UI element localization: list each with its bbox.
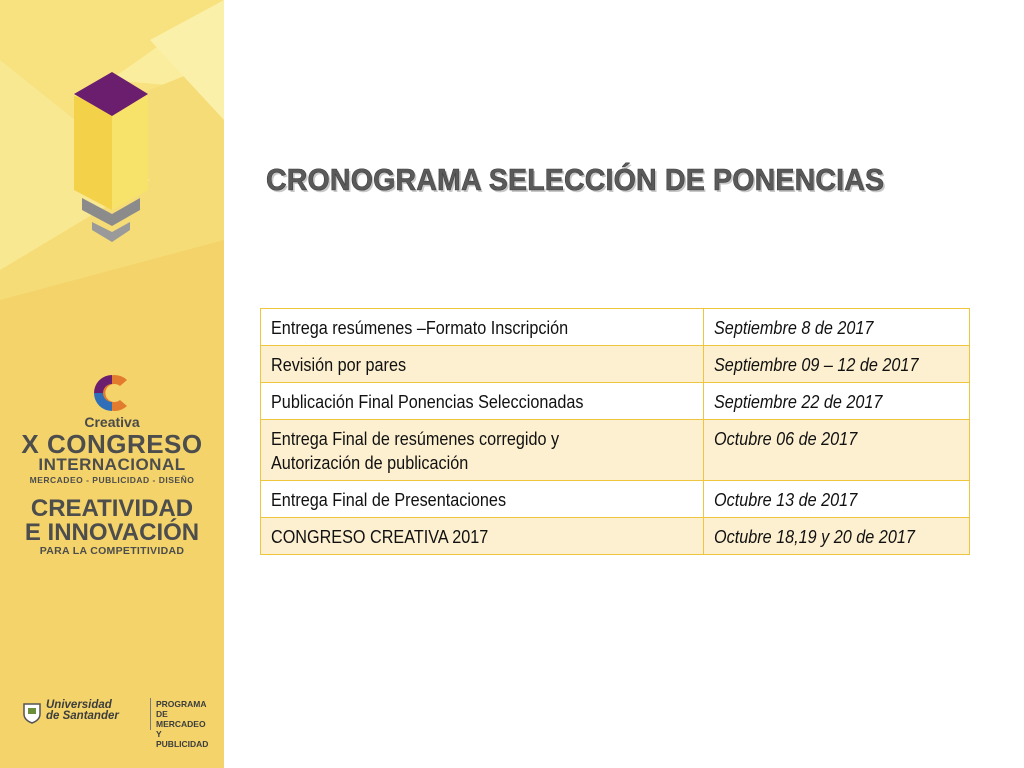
tagline-line-3: PARA LA COMPETITIVIDAD: [39, 545, 185, 557]
activity-text: Entrega Final de resúmenes corregido y: [271, 429, 560, 449]
table-row: [261, 383, 970, 420]
university-name-line-1: Universidad: [46, 699, 112, 711]
congress-logo: [0, 370, 224, 557]
date-cell: [704, 518, 970, 555]
table-row: [261, 346, 970, 383]
brand-name: Creativa: [84, 414, 140, 430]
activity-cell: [261, 481, 704, 518]
activity-cell: [261, 309, 704, 346]
page-title: CRONOGRAMA SELECCIÓN DE PONENCIAS: [266, 162, 885, 197]
activity-cell: [261, 518, 704, 555]
activity-text: Publicación Final Ponencias Seleccionadas: [271, 392, 584, 412]
activity-cell: [261, 420, 704, 481]
date-cell: [704, 420, 970, 481]
activity-cell: [261, 346, 704, 383]
date-cell: [704, 346, 970, 383]
date-text: Octubre 13 de 2017: [714, 490, 858, 510]
tagline-line-2: E INNOVACIÓN: [24, 519, 200, 546]
sidebar-band: [0, 0, 224, 768]
activity-text: Revisión por pares: [271, 355, 407, 375]
activity-text: Entrega Final de Presentaciones: [271, 490, 507, 510]
program-line-2: MERCADEO Y: [156, 719, 206, 739]
program-name: [156, 699, 212, 749]
date-cell: [704, 309, 970, 346]
activity-cell: [261, 383, 704, 420]
date-text: Septiembre 22 de 2017: [714, 392, 883, 412]
university-logo: [22, 696, 212, 749]
creativa-c-icon: [89, 370, 135, 416]
program-line-3: PUBLICIDAD: [156, 739, 209, 749]
table-row: [261, 420, 970, 481]
university-name: [46, 700, 119, 722]
logo-divider: [150, 698, 151, 730]
schedule-table: [260, 308, 970, 555]
date-text: Octubre 18,19 y 20 de 2017: [714, 527, 915, 547]
congress-number: X CONGRESO: [21, 429, 203, 459]
table-row: [261, 481, 970, 518]
activity-text: CONGRESO CREATIVA 2017: [271, 527, 489, 547]
table-row: [261, 518, 970, 555]
table-row: [261, 309, 970, 346]
program-line-1: PROGRAMA DE: [156, 699, 207, 719]
date-text: Septiembre 09 – 12 de 2017: [714, 355, 919, 375]
activity-text: Entrega resúmenes –Formato Inscripción: [271, 318, 569, 338]
date-text: Septiembre 8 de 2017: [714, 318, 874, 338]
university-shield-icon: [22, 702, 42, 724]
date-cell: [704, 481, 970, 518]
decorative-shapes: [0, 0, 224, 360]
congress-international: INTERNACIONAL: [38, 455, 186, 474]
tagline-line-1: CREATIVIDAD: [30, 495, 194, 522]
congress-subtitle: MERCADEO - PUBLICIDAD - DISEÑO: [29, 475, 195, 485]
date-text: Octubre 06 de 2017: [714, 429, 858, 449]
activity-text-line-2: Autorización de publicación: [271, 453, 469, 473]
date-cell: [704, 383, 970, 420]
university-name-line-2: de Santander: [46, 710, 119, 722]
